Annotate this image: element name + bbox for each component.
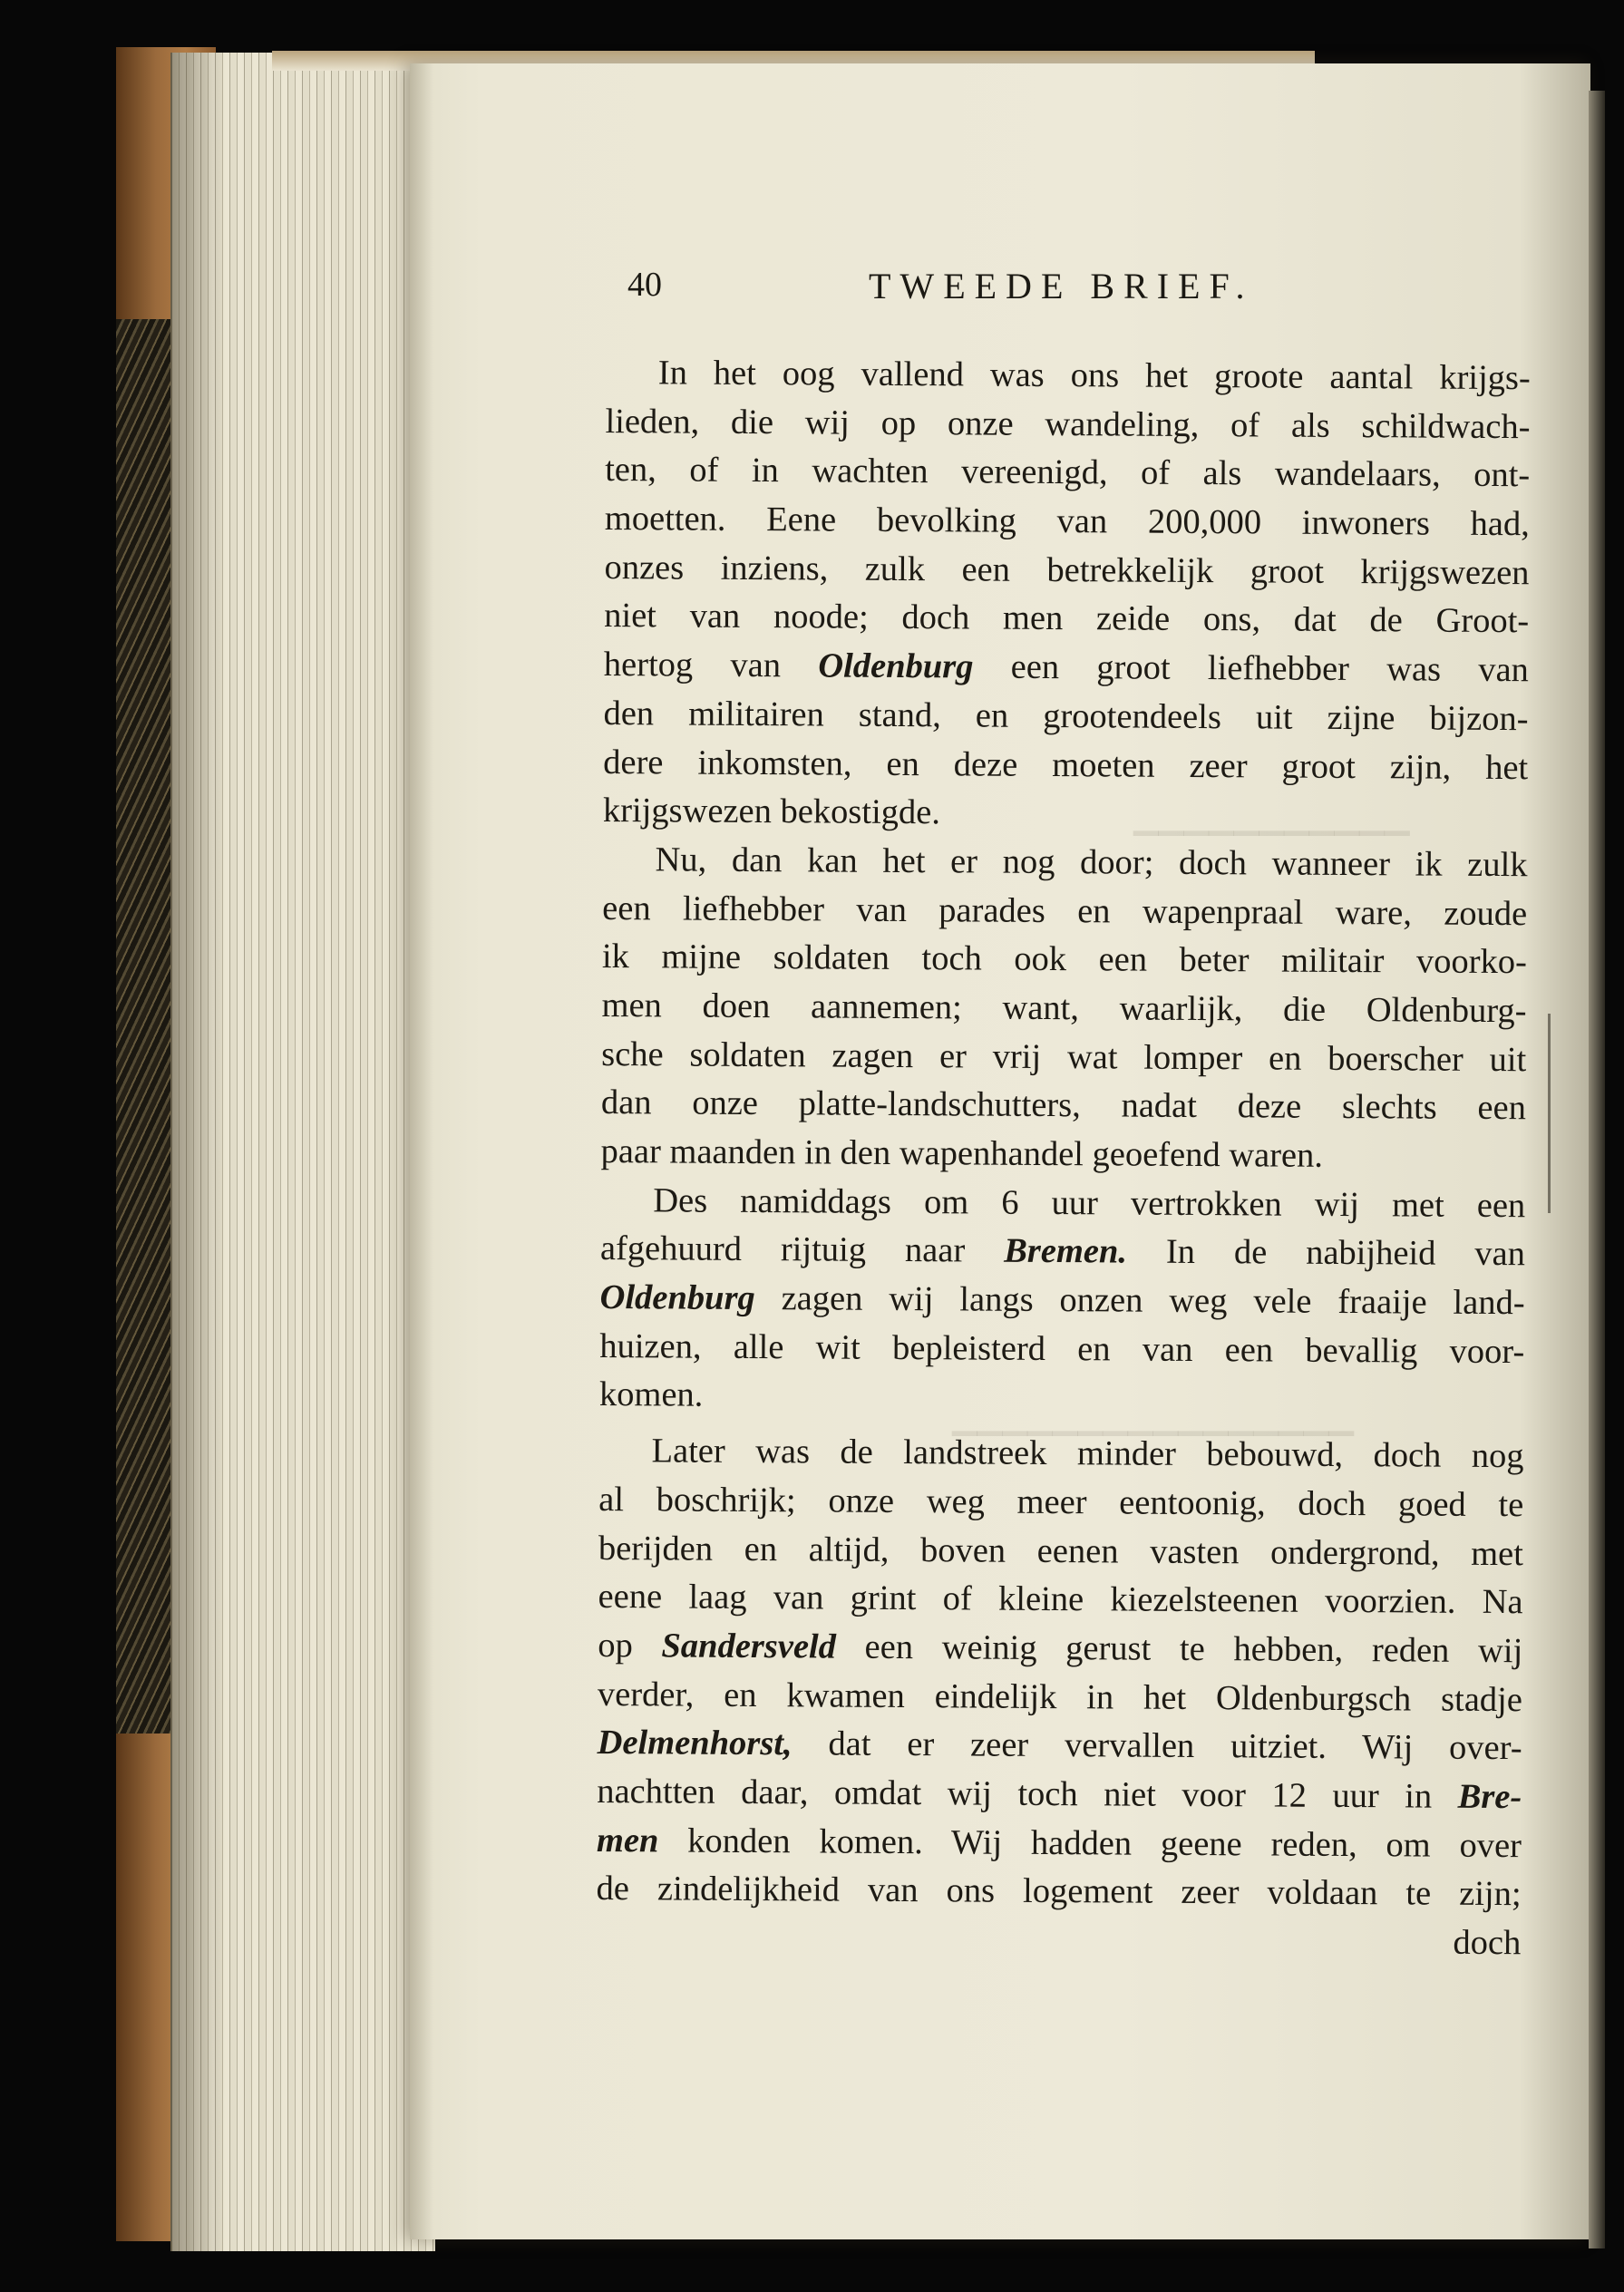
- text-line: In het oog vallend was ons het groote aantal krijgs-: [657, 354, 1531, 398]
- margin-pencil-mark: [1548, 1014, 1551, 1213]
- text-line: [604, 641, 1529, 695]
- text-line: [598, 1622, 1522, 1676]
- text-segment: zagen wij langs onzen weg vele fraaije land-: [781, 1279, 1525, 1323]
- text-line: al boschrijk; onze weg meer eentoonig, doch goed te: [598, 1480, 1524, 1525]
- text-line: lieden, die wij op onze wandeling, of als schildwach-: [605, 402, 1531, 446]
- place-name: Bremen.: [1004, 1232, 1128, 1271]
- place-name: Bre-: [1457, 1777, 1522, 1817]
- text-line: moetten. Eene bevolking van 200,000 inwoners had,: [604, 500, 1530, 544]
- text-line: de zindelijkheid van ons logement zeer voldaan te zijn;: [596, 1870, 1522, 1914]
- text-segment: hertog van: [603, 646, 782, 685]
- text-segment: een weinig gerust te hebben, reden wij: [864, 1627, 1523, 1671]
- text-line: eene laag van grint of kleine kiezelsteenen voorzien. Na: [598, 1578, 1523, 1622]
- bleed-through: ▁▁▁▁▁▁▁▁▁▁▁: [1133, 799, 1410, 835]
- text-line: [600, 1225, 1525, 1279]
- page-gutter-shadow: [410, 63, 433, 2239]
- catchword: doch: [1453, 1923, 1522, 1963]
- place-name: Delmenhorst,: [597, 1724, 793, 1763]
- text-line: dere inkomsten, en deze moeten zeer groot zijn, het: [603, 743, 1529, 787]
- running-head: TWEEDE BRIEF.: [869, 266, 1254, 306]
- page-number: 40: [627, 266, 662, 304]
- text-line: krijgswezen bekostigde.: [602, 792, 941, 832]
- text-line: Des namiddags om 6 uur vertrokken wij met een: [653, 1181, 1526, 1225]
- page-right-edge: [1589, 91, 1605, 2248]
- place-name: Oldenburg: [818, 646, 974, 686]
- text-line: [597, 1768, 1522, 1822]
- text-line: komen.: [598, 1375, 704, 1415]
- text-line: [597, 1719, 1522, 1773]
- text-segment: dat er zeer vervallen uitziet. Wij over-: [828, 1724, 1522, 1768]
- place-name: Oldenburg: [599, 1278, 755, 1318]
- text-line: ik mijne soldaten toch ook een beter militair voorko-: [601, 937, 1528, 982]
- text-line: [599, 1274, 1524, 1328]
- text-line: dan onze platte-landschutters, nadat deze slechts een: [600, 1083, 1527, 1128]
- text-segment: In de nabijheid van: [1165, 1233, 1526, 1274]
- text-line: den militairen stand, en grootendeels uit zijne bijzon-: [603, 694, 1529, 739]
- text-line: huizen, alle wit bepleisterd en van een bevallig voor-: [599, 1326, 1525, 1371]
- place-name: Sandersveld: [661, 1627, 837, 1666]
- text-line: [597, 1817, 1522, 1871]
- text-line: verder, en kwamen eindelijk in het Oldenburgsch stadje: [597, 1675, 1523, 1719]
- text-line: Nu, dan kan het er nog door; doch wanneer ik zulk: [655, 840, 1528, 885]
- text-segment: op: [598, 1626, 633, 1666]
- page-edges-shadow: [170, 53, 225, 2251]
- place-name: men: [596, 1821, 659, 1860]
- text-line: sche soldaten zagen er vrij wat lomper en boerscher uit: [601, 1034, 1527, 1079]
- bleed-through: ▁▁▁▁▁▁▁▁▁▁▁▁▁▁▁▁: [952, 1399, 1354, 1435]
- text-line: onzes inziens, zulk een betrekkelijk groot krijgswezen: [604, 548, 1530, 592]
- text-line: paar maanden in den wapenhandel geoefend waren.: [600, 1131, 1324, 1175]
- text-segment: een groot liefhebber was van: [1010, 647, 1529, 690]
- text-line: Later was de landstreek minder bebouwd, doch nog: [651, 1432, 1524, 1476]
- text-line: niet van noode; doch men zeide ons, dat de Groot-: [604, 597, 1530, 641]
- text-segment: afgehuurd rijtuig naar: [599, 1229, 966, 1270]
- text-line: berijden en altijd, boven eenen vasten ondergrond, met: [598, 1529, 1524, 1573]
- text-line: een liefhebber van parades en wapenpraal ware, zoude: [602, 889, 1528, 933]
- text-segment: nachtten daar, omdat wij toch niet voor 12 uur in: [597, 1772, 1433, 1816]
- text-line: ten, of in wachten vereenigd, of als wandelaars, ont-: [605, 451, 1531, 495]
- body-text: [596, 349, 1531, 1968]
- text-line: men doen aannemen; want, waarlijk, die Oldenburg-: [601, 986, 1527, 1031]
- text-segment: konden komen. Wij hadden geene reden, om over: [687, 1821, 1522, 1865]
